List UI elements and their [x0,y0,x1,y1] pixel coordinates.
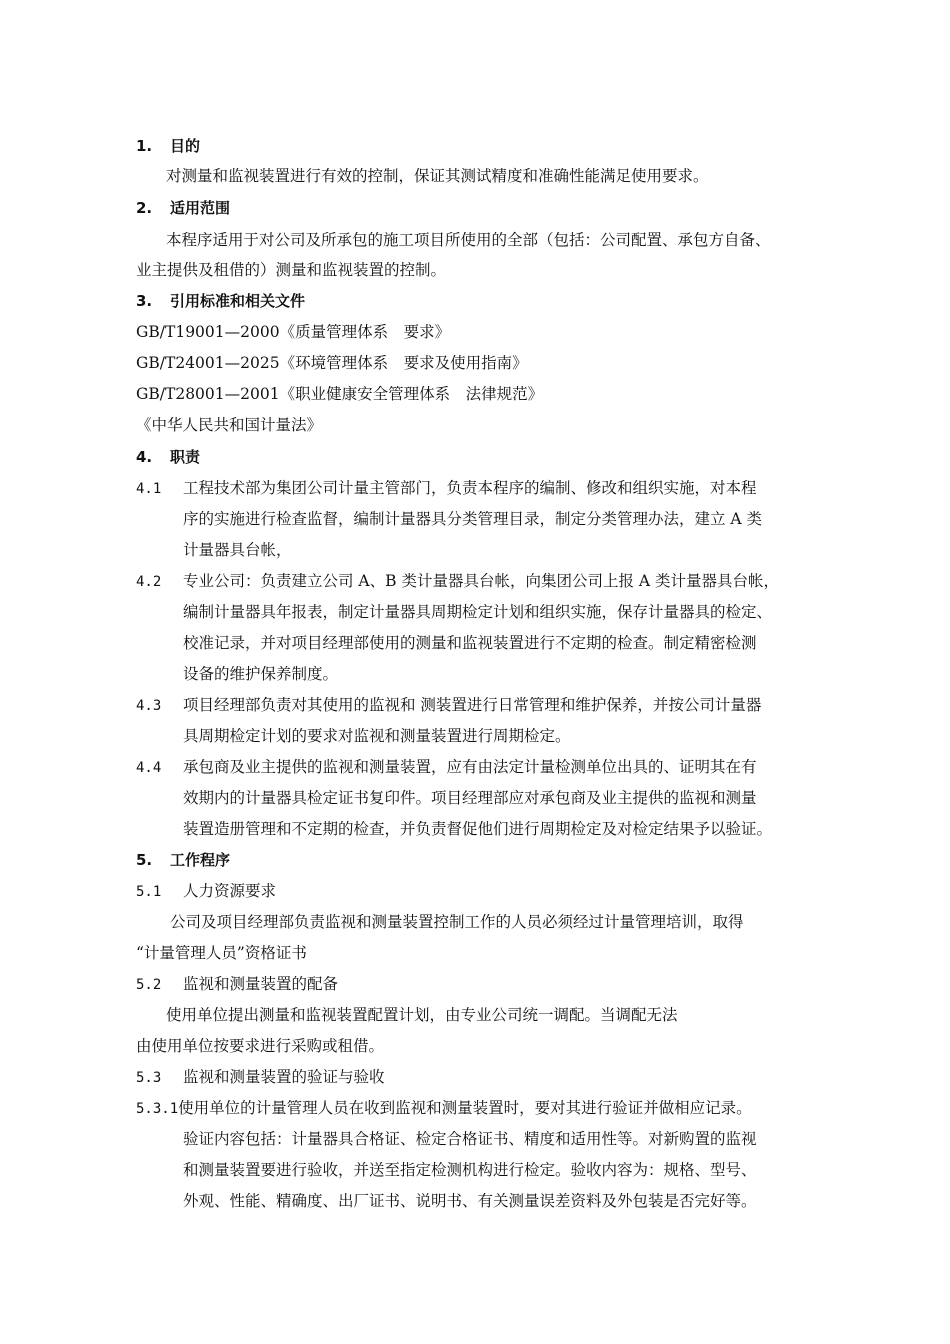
section-number: 5. [136,851,153,869]
section-3-heading [136,291,305,311]
section-4-heading [136,447,200,467]
paragraph: 本程序适用于对公司及所承包的施工项目所使用的全部（包括：公司配置、承包方自备、 [166,231,771,249]
item-text: 装置造册管理和不定期的检查，并负责督促他们进行周期检定及对检定结果予以验证。 [183,820,773,838]
item-number: 4.4 [136,760,162,776]
item-text: 计量器具台帐， [183,541,292,559]
paragraph: 由使用单位按要求进行采购或租借。 [136,1037,385,1055]
section-title: 目的 [170,137,201,155]
item-text: 项目经理部负责对其使用的监视和 测装置进行日常管理和维护保养，并按公司计量器 [183,696,762,714]
item-text: 效期内的计量器具检定证书复印件。项目经理部应对承包商及业主提供的监视和测量 [183,789,757,807]
item-text: 验证内容包括：计量器具合格证、检定合格证书、精度和适用性等。对新购置的监视 [183,1130,757,1148]
item-text: 承包商及业主提供的监视和测量装置，应有由法定计量检测单位出具的、证明其在有 [183,758,757,776]
reference-item: GB/T28001—2001《职业健康安全管理体系 法律规范》 [136,385,544,403]
section-title: 职责 [170,448,201,466]
paragraph: 业主提供及租借的）测量和监视装置的控制。 [136,261,447,279]
subsection-5-3 [136,1067,385,1088]
item-text: 外观、性能、精确度、出厂证书、说明书、有关测量误差资料及外包装是否完好等。 [183,1192,757,1210]
reference-item: GB/T19001—2000《质量管理体系 要求》 [136,323,451,341]
subsection-5-3-1 [136,1098,752,1119]
item-number: 5.3 [136,1070,162,1086]
item-number: 4.3 [136,698,162,714]
paragraph: 使用单位提出测量和监视装置配置计划，由专业公司统一调配。当调配无法 [166,1006,678,1024]
item-number: 4.2 [136,574,162,590]
subsection-title: 监视和测量装置的验证与验收 [183,1068,385,1086]
subsection-5-1 [136,881,276,902]
item-text: 和测量装置要进行验收，并送至指定检测机构进行检定。验收内容为：规格、型号、 [183,1161,757,1179]
item-text: 序的实施进行检查监督，编制计量器具分类管理目录，制定分类管理办法，建立 A 类 [183,510,763,528]
section-number: 3. [136,292,153,310]
responsibility-4-4 [136,757,757,778]
item-number: 5.2 [136,977,162,993]
item-text: 专业公司：负责建立公司 A、B 类计量器具台帐，向集团公司上报 A 类计量器具台帐， [183,572,779,590]
reference-item: 《中华人民共和国计量法》 [136,416,323,434]
reference-item: GB/T24001—2025《环境管理体系 要求及使用指南》 [136,354,528,372]
item-text: 设备的维护保养制度。 [183,665,339,683]
responsibility-4-2 [136,571,779,592]
section-number: 4. [136,448,153,466]
subsection-5-2 [136,974,338,995]
item-number: 4.1 [136,481,162,497]
subsection-title: 监视和测量装置的配备 [183,975,339,993]
item-text: 具周期检定计划的要求对监视和测量装置进行周期检定。 [183,727,571,745]
section-number: 1. [136,137,153,155]
item-number: 5.3.1 [136,1101,179,1117]
section-number: 2. [136,199,153,217]
section-2-heading [136,198,230,218]
section-title: 引用标准和相关文件 [170,292,306,310]
item-text: 校准记录，并对项目经理部使用的测量和监视装置进行不定期的检查。制定精密检测 [183,634,757,652]
paragraph: “计量管理人员”资格证书 [136,944,307,962]
responsibility-4-3 [136,695,761,716]
paragraph: 公司及项目经理部负责监视和测量装置控制工作的人员必须经过计量管理培训，取得 [170,913,744,931]
section-1-heading [136,136,200,156]
section-title: 适用范围 [170,199,231,217]
item-text: 使用单位的计量管理人员在收到监视和测量装置时，要对其进行验证并做相应记录。 [178,1099,752,1117]
section-5-heading [136,850,230,870]
subsection-title: 人力资源要求 [183,882,277,900]
paragraph: 对测量和监视装置进行有效的控制，保证其测试精度和准确性能满足使用要求。 [166,167,709,185]
item-text: 编制计量器具年报表，制定计量器具周期检定计划和组织实施，保存计量器具的检定、 [183,603,773,621]
responsibility-4-1 [136,478,757,499]
item-text: 工程技术部为集团公司计量主管部门，负责本程序的编制、修改和组织实施，对本程 [183,479,757,497]
section-title: 工作程序 [170,851,231,869]
item-number: 5.1 [136,884,162,900]
